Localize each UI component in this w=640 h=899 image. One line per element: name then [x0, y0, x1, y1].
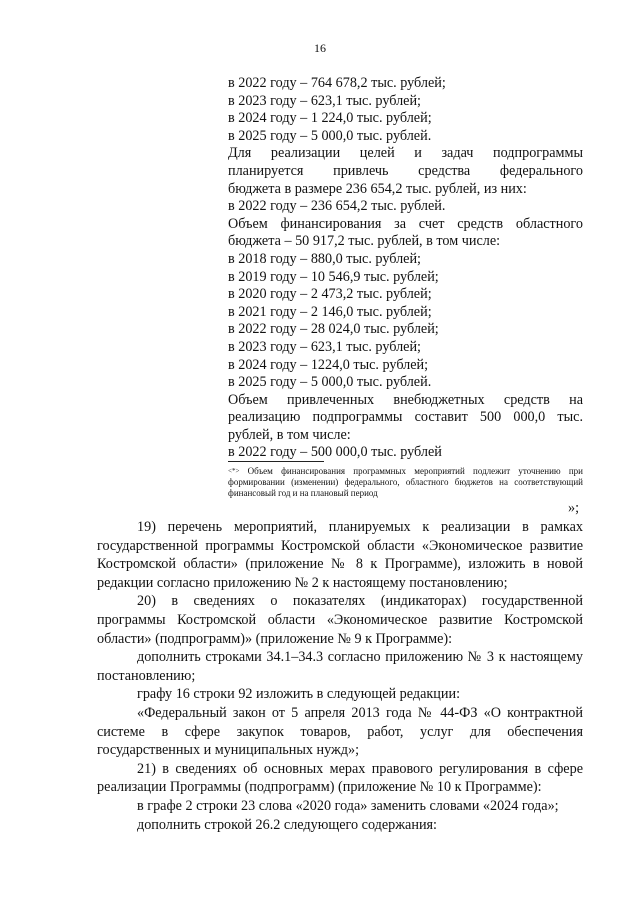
regional-year-line: в 2024 году – 1224,0 тыс. рублей;	[228, 356, 429, 373]
regional-year-line: в 2025 году – 5 000,0 тыс. рублей.	[228, 374, 432, 391]
regional-line: Объем финансирования за счет средств областного	[228, 215, 583, 232]
closing-quote: »;	[568, 500, 580, 516]
footnote-text: Объем финансирования программных мероприятий подлежит уточнению при формировании (изменении) федерального, областного бюджетов на соответствующий финансовый год и на плановый период	[228, 466, 583, 498]
regional-line: бюджета – 50 917,2 тыс. рублей, в том числе:	[228, 233, 501, 250]
regional-year-line: в 2020 году – 2 473,2 тыс. рублей;	[228, 286, 432, 303]
budget-line: в 2024 году – 1 224,0 тыс. рублей;	[228, 110, 432, 127]
extrabudget-line: реализацию подпрограммы составит 500 000,0 тыс.	[228, 409, 583, 426]
regional-year-line: в 2019 году – 10 546,9 тыс. рублей;	[228, 268, 439, 285]
paragraph-item-20: 20) в сведениях о показателях (индикаторах) государственной программы Костромской области «Экономическое развитие Костромской области» (подпрограмм)» (приложение № 9 к Программе):	[97, 593, 583, 647]
regional-year-line: в 2022 году – 28 024,0 тыс. рублей;	[228, 321, 439, 338]
extrabudget-line: Объем привлеченных внебюджетных средств на	[228, 391, 583, 408]
budget-line: в 2022 году – 764 678,2 тыс. рублей;	[228, 75, 446, 91]
paragraph-add-row-26-2: дополнить строкой 26.2 следующего содержания:	[137, 816, 438, 833]
extrabudget-line: в 2022 году – 500 000,0 тыс. рублей	[228, 444, 442, 461]
federal-line: в 2022 году – 236 654,2 тыс. рублей.	[228, 198, 446, 215]
extrabudget-line: рублей, в том числе:	[228, 426, 351, 443]
footnote-divider	[228, 461, 324, 462]
paragraph-column-2: в графе 2 строки 23 слова «2020 года» заменить словами «2024 года»;	[137, 797, 559, 814]
budget-line: в 2025 году – 5 000,0 тыс. рублей.	[228, 127, 432, 144]
federal-line: планируется привлечь средства федерального	[228, 162, 583, 179]
regional-year-line: в 2018 году – 880,0 тыс. рублей;	[228, 250, 421, 267]
paragraph-add-rows: дополнить строками 34.1–34.3 согласно приложению № 3 к настоящему постановлению;	[97, 649, 583, 684]
regional-year-line: в 2023 году – 623,1 тыс. рублей;	[228, 338, 421, 355]
federal-line: бюджета в размере 236 654,2 тыс. рублей, из них:	[228, 180, 527, 197]
paragraph-item-21: 21) в сведениях об основных мерах правового регулирования в сфере реализации Программы (подпрограмм) (приложение № 10 к Программе):	[97, 760, 583, 796]
footnote-mark: <*>	[228, 467, 240, 475]
financing-block	[228, 75, 583, 462]
footnote	[228, 466, 583, 499]
regional-year-line: в 2021 году – 2 146,0 тыс. рублей;	[228, 303, 432, 320]
federal-line: Для реализации целей и задач подпрограммы	[228, 145, 583, 162]
paragraph-federal-law: «Федеральный закон от 5 апреля 2013 года № 44-ФЗ «О контрактной системе в сфере закупок товаров, работ, услуг для обеспечения государственных и муниципальных нужд»;	[97, 704, 583, 759]
paragraph-item-19: 19) перечень мероприятий, планируемых к реализации в рамках государственной программы Костромской области «Экономическое развитие Костромской области» (приложение № 8 к Программе), изложить в новой редакции согласно приложению № 2 к настоящему постановлению;	[97, 519, 583, 591]
budget-line: в 2023 году – 623,1 тыс. рублей;	[228, 92, 421, 109]
main-text	[97, 518, 583, 834]
page-number: 16	[314, 41, 326, 55]
paragraph-column-16: графу 16 строки 92 изложить в следующей редакции:	[137, 686, 461, 703]
